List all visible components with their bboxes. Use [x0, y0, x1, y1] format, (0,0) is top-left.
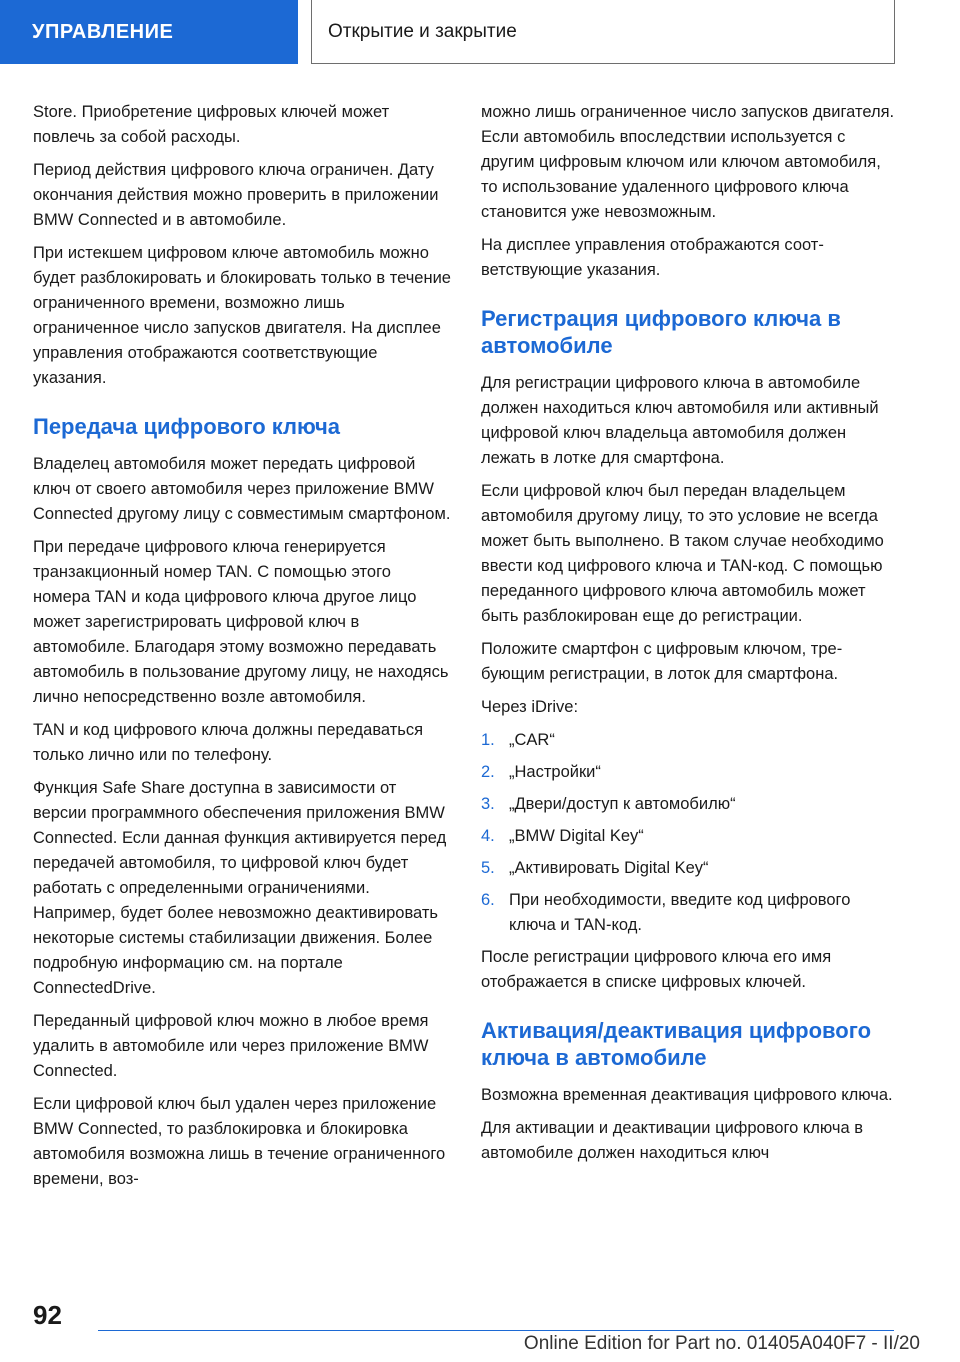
- section-tab: [0, 0, 298, 64]
- chapter-header: [311, 0, 895, 64]
- paragraph: Положите смартфон с цифровым ключом, требующим регистрации, в лоток для смартфона.: [481, 640, 843, 683]
- list-item-number: 5.: [481, 859, 495, 877]
- section-heading: Передача цифрового ключа: [33, 414, 340, 439]
- list-item-number: 2.: [481, 763, 495, 781]
- paragraph: Владелец автомобиля может передать цифровой ключ от своего автомобиля через приложение BMW Connected другому лицу с совместимым смартфоном.: [33, 455, 451, 523]
- paragraph: Переданный цифровой ключ можно в любое время удалить в автомобиле или через приложение BMW Connected.: [33, 1012, 429, 1080]
- paragraph: Период действия цифрового ключа ограничен. Дату окончания действия можно проверить в приложении BMW Connected и в автомобиле.: [33, 161, 439, 229]
- footer-edition: Online Edition for Part no. 01405A040F7 - II/20: [523, 1333, 920, 1354]
- list-item-number: 3.: [481, 795, 495, 813]
- section-heading: Регистрация цифрового ключа в автомобиле: [481, 306, 841, 358]
- numbered-list: [481, 728, 897, 938]
- paragraph: На дисплее управления отображаются соответствующие указания.: [481, 236, 824, 279]
- paragraph: TAN и код цифрового ключа должны передаваться только лично или по телефону.: [33, 721, 424, 764]
- paragraph: Если цифровой ключ был удален через приложение BMW Connected, то разблокировка и блокировка автомобиля возможна лишь в течение ограниченного времени, воз-: [33, 1095, 446, 1188]
- list-item-text: „Настройки“: [509, 763, 601, 781]
- right-column: [481, 100, 897, 1174]
- list-item: [481, 760, 897, 785]
- paragraph: Для активации и деактивации цифрового ключа в автомобиле должен находиться ключ: [481, 1119, 864, 1162]
- list-item-number: 4.: [481, 827, 495, 845]
- list-item-text: „BMW Digital Key“: [509, 827, 644, 845]
- list-item: [481, 792, 897, 817]
- chapter-title: Открытие и закрытие: [328, 20, 517, 42]
- paragraph: Для регистрации цифрового ключа в автомобиле должен находиться ключ автомобиля или активный цифровой ключ владельца автомобиля должен лежать в лотке для смартфона.: [481, 374, 879, 467]
- list-item: [481, 856, 897, 881]
- paragraph: Через iDrive:: [481, 698, 579, 716]
- page-number: 92: [33, 1300, 62, 1330]
- left-column: [33, 100, 451, 1200]
- paragraph: При передаче цифрового ключа генерируется транзакционный номер TAN. С помощью этого номера TAN и кода цифрового ключа другое лицо может зарегистрировать цифровой ключ в автомобиле. Благодаря этому возможно передавать автомобиль в пользование другому лицу, не находясь лично непосредственно возле автомобиля.: [33, 538, 449, 706]
- footer-divider: [98, 1330, 894, 1331]
- list-item-text: „CAR“: [509, 731, 555, 749]
- paragraph: Возможна временная деактивация цифрового ключа.: [481, 1086, 893, 1104]
- list-item: [481, 888, 897, 938]
- paragraph: После регистрации цифрового ключа его имя отображается в списке цифровых ключей.: [481, 948, 832, 991]
- list-item-number: 1.: [481, 731, 495, 749]
- paragraph: можно лишь ограниченное число запусков двигателя. Если автомобиль впоследствии используется с другим цифровым ключом или ключом автомобиля, то использование удаленного цифрового ключа становится уже невозможным.: [481, 103, 895, 221]
- list-item: [481, 824, 897, 849]
- paragraph: Если цифровой ключ был передан владельцем автомобиля другому лицу, то это условие не всегда может быть выполнено. В таком случае необходимо ввести код цифрового ключа и TAN-код. С помощью переданного цифрового ключа автомобиль может быть разблокирован еще до регистрации.: [481, 482, 884, 625]
- section-heading: Активация/деактивация цифрового ключа в автомобиле: [481, 1018, 872, 1070]
- list-item-text: При необходимости, введите код цифрового ключа и TAN-код.: [509, 891, 851, 934]
- list-item-text: „Активировать Digital Key“: [509, 859, 709, 877]
- paragraph: Store. Приобретение цифровых ключей может повлечь за собой расходы.: [33, 103, 390, 146]
- list-item: [481, 728, 897, 753]
- section-label: УПРАВЛЕНИЕ: [32, 20, 174, 43]
- list-item-text: „Двери/доступ к автомобилю“: [509, 795, 736, 813]
- paragraph: При истекшем цифровом ключе автомобиль можно будет разблокировать и блокировать только в течение ограниченного времени, возможно лишь ограниченное число запусков двигателя. На дисплее управления отображаются соответствующие указания.: [33, 244, 451, 387]
- paragraph: Функция Safe Share доступна в зависимости от версии программного обеспечения приложения BMW Connected. Если данная функция активируется перед передачей автомобиля, то цифровой ключ будет работать с определенными ограничениями. Например, будет более невозможно деактивировать некоторые системы стабилизации движения. Более подробную информацию см. на портале ConnectedDrive.: [33, 779, 447, 997]
- list-item-number: 6.: [481, 891, 495, 909]
